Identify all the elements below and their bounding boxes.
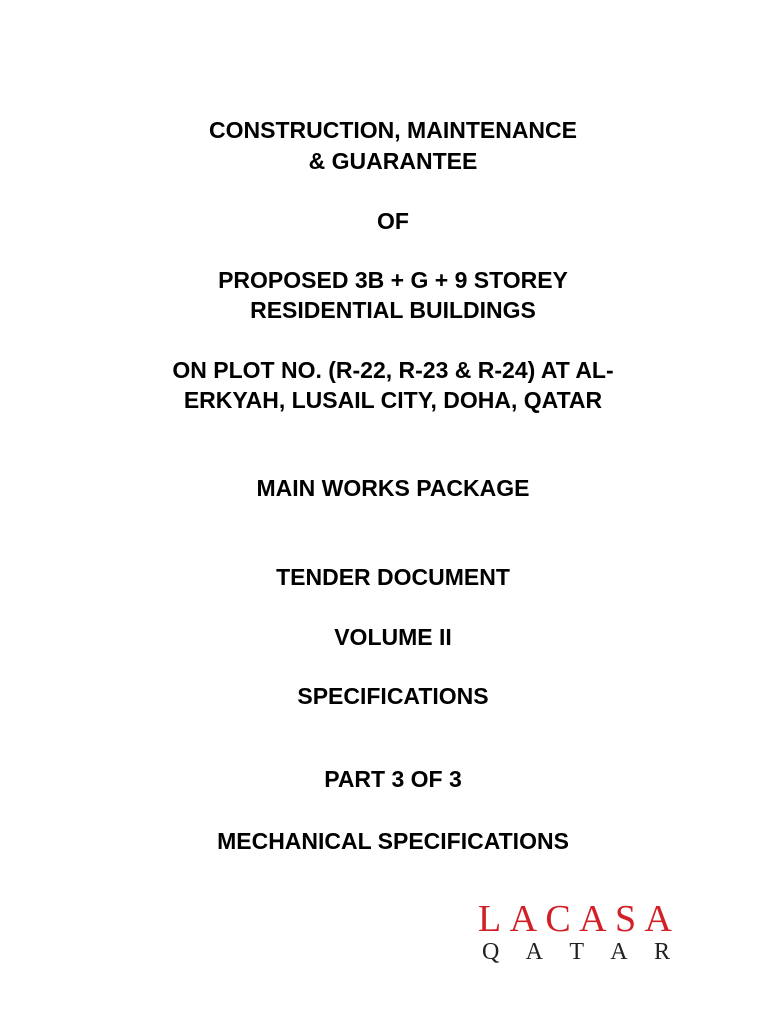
logo-letter: A [644,898,672,940]
logo-letter: L [478,898,502,940]
logo-letter: A [579,898,607,940]
specifications-heading: SPECIFICATIONS [297,683,489,709]
logo-letter: A [525,939,543,965]
logo-letter: A [610,939,628,965]
mechanical-specifications-heading: MECHANICAL SPECIFICATIONS [217,828,569,854]
project-line-storey: PROPOSED 3B + G + 9 STOREY [218,267,568,293]
logo-wordmark-bottom [482,938,670,966]
project-line-buildings: RESIDENTIAL BUILDINGS [250,297,536,323]
lacasa-qatar-logo [478,900,678,970]
logo-letter: T [569,939,584,965]
logo-letter: R [653,939,670,965]
logo-wordmark-top [478,900,672,938]
tender-document-heading: TENDER DOCUMENT [276,564,510,590]
volume-heading: VOLUME II [334,624,452,650]
part-heading: PART 3 OF 3 [324,766,462,792]
title-line-guarantee: & GUARANTEE [308,148,478,174]
logo-letter: S [614,898,637,940]
location-line-city: ERKYAH, LUSAIL CITY, DOHA, QATAR [183,387,603,413]
package-heading: MAIN WORKS PACKAGE [256,475,530,501]
logo-letter: A [509,898,538,940]
title-line-construction: CONSTRUCTION, MAINTENANCE [209,117,577,143]
title-line-of: OF [377,208,409,234]
logo-letter: C [545,898,571,940]
location-line-plot: ON PLOT NO. (R-22, R-23 & R-24) AT AL- [172,357,614,383]
logo-letter: Q [482,939,500,965]
